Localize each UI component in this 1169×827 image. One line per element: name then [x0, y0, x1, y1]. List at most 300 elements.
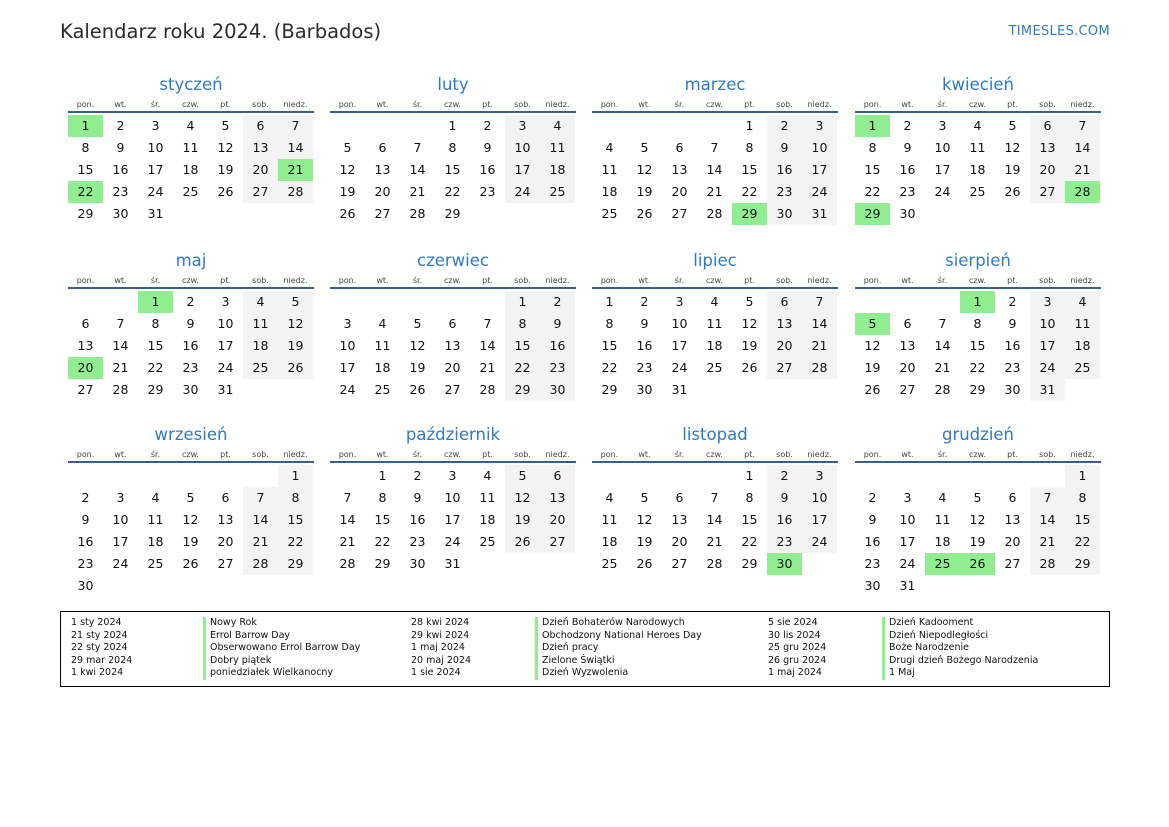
- day-cell: 29: [77, 206, 94, 221]
- weekday-label: czw.: [969, 276, 986, 285]
- day-cell: 3: [116, 490, 125, 505]
- day-cell: 28: [1030, 553, 1065, 575]
- day-cell: 17: [147, 162, 164, 177]
- weekday-label: niedz.: [807, 276, 832, 285]
- empty-cell: [925, 465, 960, 487]
- day-cell: 7: [938, 316, 947, 331]
- day-cell: 8: [1065, 487, 1100, 509]
- day-cell: 27: [1030, 181, 1065, 203]
- day-cell: 1: [448, 118, 457, 133]
- day-cell: 29: [444, 206, 461, 221]
- day-cell: 14: [802, 313, 837, 335]
- day-cell: 10: [1030, 313, 1065, 335]
- day-cell: 19: [505, 509, 540, 531]
- day-cell: 16: [864, 534, 881, 549]
- month-12: [855, 422, 1101, 597]
- day-cell: 15: [864, 162, 881, 177]
- holiday-date: 1 maj 2024: [411, 642, 465, 653]
- day-cell: 28: [802, 357, 837, 379]
- day-cell: 3: [221, 294, 230, 309]
- empty-cell: [662, 115, 697, 137]
- day-cell: 25: [601, 556, 618, 571]
- weekday-label: sob.: [252, 450, 269, 459]
- day-cell: 30: [182, 382, 199, 397]
- day-cell: 12: [339, 162, 356, 177]
- day-cell: 23: [409, 534, 426, 549]
- holiday-day-cell: 30: [767, 553, 802, 575]
- month-name: sierpień: [945, 251, 1011, 270]
- day-cell: 20: [444, 360, 461, 375]
- weekday-label: czw.: [969, 450, 986, 459]
- day-cell: 24: [112, 556, 129, 571]
- day-grid: [592, 291, 838, 401]
- day-cell: 29: [601, 382, 618, 397]
- day-cell: 14: [243, 509, 278, 531]
- day-cell: 10: [217, 316, 234, 331]
- day-cell: 6: [1030, 115, 1065, 137]
- day-cell: 3: [675, 294, 684, 309]
- day-cell: 22: [278, 531, 313, 553]
- holiday-name: 1 Maj: [882, 667, 915, 680]
- day-cell: 12: [409, 338, 426, 353]
- day-cell: 25: [374, 382, 391, 397]
- weekday-label: pon.: [600, 100, 619, 109]
- day-cell: 3: [1030, 291, 1065, 313]
- day-cell: 12: [636, 162, 653, 177]
- day-grid: [68, 115, 314, 225]
- day-cell: 5: [640, 490, 649, 505]
- empty-cell: [592, 465, 627, 487]
- weekday-label: pt.: [220, 276, 231, 285]
- day-cell: 30: [540, 379, 575, 401]
- day-cell: 10: [802, 137, 837, 159]
- weekday-label: niedz.: [807, 100, 832, 109]
- day-cell: 8: [745, 140, 754, 155]
- weekday-label: wt.: [901, 450, 914, 459]
- day-cell: 26: [636, 206, 653, 221]
- month-name: kwiecień: [941, 75, 1015, 94]
- site-link[interactable]: TIMESLES.COM: [1008, 24, 1110, 39]
- day-cell: 2: [1008, 294, 1017, 309]
- weekday-label: sob.: [776, 450, 793, 459]
- holiday-date: 5 sie 2024: [768, 617, 818, 628]
- day-cell: 24: [217, 360, 234, 375]
- day-cell: 13: [1004, 512, 1021, 527]
- day-cell: 23: [77, 556, 94, 571]
- month-name: lipiec: [693, 251, 737, 270]
- day-cell: 23: [112, 184, 129, 199]
- day-cell: 6: [903, 316, 912, 331]
- day-cell: 9: [868, 512, 877, 527]
- day-grid: [592, 465, 838, 575]
- weekday-label: pon.: [600, 276, 619, 285]
- day-cell: 14: [934, 338, 951, 353]
- weekday-label: niedz.: [807, 450, 832, 459]
- day-cell: 24: [1030, 357, 1065, 379]
- day-cell: 13: [374, 162, 391, 177]
- day-cell: 5: [413, 316, 422, 331]
- weekday-label: pon.: [338, 276, 357, 285]
- day-cell: 12: [1004, 140, 1021, 155]
- weekday-label: pon.: [863, 276, 882, 285]
- day-cell: 18: [479, 512, 496, 527]
- day-cell: 17: [112, 534, 129, 549]
- day-cell: 29: [1065, 553, 1100, 575]
- holiday-day-cell: 1: [68, 115, 103, 137]
- weekday-header: [330, 274, 576, 289]
- day-cell: 24: [147, 184, 164, 199]
- day-cell: 21: [1030, 531, 1065, 553]
- weekday-header: [592, 448, 838, 463]
- weekday-header: [68, 98, 314, 113]
- day-cell: 13: [671, 512, 688, 527]
- weekday-header: [330, 98, 576, 113]
- day-cell: 12: [217, 140, 234, 155]
- day-cell: 19: [182, 534, 199, 549]
- day-cell: 22: [147, 360, 164, 375]
- holiday-date: 25 gru 2024: [768, 642, 827, 653]
- day-cell: 10: [339, 338, 356, 353]
- day-grid: [68, 291, 314, 401]
- holiday-name: Dzień Kadooment: [882, 617, 973, 630]
- empty-cell: [662, 465, 697, 487]
- day-cell: 27: [374, 206, 391, 221]
- weekday-header: [855, 274, 1101, 289]
- day-cell: 19: [217, 162, 234, 177]
- day-cell: 21: [243, 531, 278, 553]
- day-cell: 28: [339, 556, 356, 571]
- day-cell: 6: [1008, 490, 1017, 505]
- day-cell: 28: [479, 382, 496, 397]
- empty-cell: [68, 291, 103, 313]
- day-cell: 14: [278, 137, 313, 159]
- empty-cell: [243, 465, 278, 487]
- day-cell: 12: [505, 487, 540, 509]
- day-cell: 22: [741, 534, 758, 549]
- weekday-label: czw.: [182, 100, 199, 109]
- day-cell: 28: [706, 206, 723, 221]
- weekday-label: wt.: [376, 450, 389, 459]
- day-cell: 24: [802, 181, 837, 203]
- holiday-day-cell: 22: [68, 181, 103, 203]
- day-cell: 4: [710, 294, 719, 309]
- day-cell: 19: [741, 338, 758, 353]
- month-4: [855, 72, 1101, 225]
- day-cell: 5: [343, 140, 352, 155]
- day-cell: 18: [182, 162, 199, 177]
- day-cell: 9: [1008, 316, 1017, 331]
- day-cell: 2: [767, 465, 802, 487]
- day-cell: 30: [864, 578, 881, 593]
- day-cell: 23: [767, 531, 802, 553]
- day-cell: 19: [339, 184, 356, 199]
- day-cell: 18: [147, 534, 164, 549]
- empty-cell: [365, 115, 400, 137]
- day-cell: 3: [903, 490, 912, 505]
- day-cell: 10: [899, 512, 916, 527]
- day-cell: 13: [444, 338, 461, 353]
- weekday-label: sob.: [1039, 100, 1056, 109]
- holiday-day-cell: 20: [68, 357, 103, 379]
- weekday-label: sob.: [252, 100, 269, 109]
- weekday-header: [855, 448, 1101, 463]
- holiday-day-cell: 5: [855, 313, 890, 335]
- weekday-label: pon.: [338, 450, 357, 459]
- holiday-name: Obchodzony National Heroes Day: [535, 630, 702, 643]
- day-cell: 18: [601, 184, 618, 199]
- day-cell: 10: [505, 137, 540, 159]
- day-cell: 3: [343, 316, 352, 331]
- holiday-day-cell: 29: [732, 203, 767, 225]
- day-cell: 19: [636, 534, 653, 549]
- weekday-header: [68, 274, 314, 289]
- day-cell: 20: [540, 509, 575, 531]
- day-cell: 7: [343, 490, 352, 505]
- page-title: Kalendarz roku 2024. (Barbados): [60, 20, 382, 43]
- day-cell: 6: [448, 316, 457, 331]
- weekday-label: niedz.: [545, 450, 570, 459]
- day-cell: 4: [973, 118, 982, 133]
- weekday-label: niedz.: [283, 100, 308, 109]
- day-cell: 9: [81, 512, 90, 527]
- day-cell: 2: [540, 291, 575, 313]
- day-cell: 29: [505, 379, 540, 401]
- weekday-label: śr.: [937, 450, 948, 459]
- holiday-day-cell: 1: [960, 291, 995, 313]
- holiday-name: Errol Barrow Day: [203, 630, 290, 643]
- day-cell: 15: [444, 162, 461, 177]
- holiday-name: Dobry piątek: [203, 655, 271, 668]
- day-cell: 27: [77, 382, 94, 397]
- day-cell: 24: [802, 531, 837, 553]
- weekday-label: wt.: [901, 276, 914, 285]
- day-cell: 2: [116, 118, 125, 133]
- weekday-label: niedz.: [545, 100, 570, 109]
- weekday-label: czw.: [444, 450, 461, 459]
- day-cell: 6: [243, 115, 278, 137]
- weekday-label: pt.: [1007, 100, 1018, 109]
- weekday-label: pt.: [482, 100, 493, 109]
- day-cell: 8: [448, 140, 457, 155]
- day-cell: 22: [444, 184, 461, 199]
- day-cell: 22: [969, 360, 986, 375]
- holiday-date: 22 sty 2024: [71, 642, 128, 653]
- day-cell: 3: [448, 468, 457, 483]
- day-cell: 23: [182, 360, 199, 375]
- day-cell: 18: [706, 338, 723, 353]
- day-cell: 21: [802, 335, 837, 357]
- day-cell: 19: [864, 360, 881, 375]
- day-cell: 15: [969, 338, 986, 353]
- day-cell: 12: [182, 512, 199, 527]
- weekday-label: pt.: [744, 100, 755, 109]
- empty-cell: [697, 115, 732, 137]
- weekday-label: pt.: [220, 100, 231, 109]
- holiday-date: 29 kwi 2024: [411, 629, 470, 641]
- day-cell: 18: [243, 335, 278, 357]
- day-cell: 20: [217, 534, 234, 549]
- day-cell: 4: [605, 140, 614, 155]
- day-cell: 8: [505, 313, 540, 335]
- holiday-date: 20 maj 2024: [411, 654, 472, 666]
- day-cell: 5: [221, 118, 230, 133]
- day-cell: 17: [802, 509, 837, 531]
- day-cell: 29: [374, 556, 391, 571]
- holiday-name: Dzień Wyzwolenia: [535, 667, 628, 680]
- day-cell: 7: [1065, 115, 1100, 137]
- day-cell: 22: [374, 534, 391, 549]
- holiday-name: Dzień Niepodległości: [882, 630, 988, 643]
- day-cell: 6: [378, 140, 387, 155]
- weekday-label: śr.: [937, 100, 948, 109]
- day-cell: 21: [706, 534, 723, 549]
- day-cell: 14: [409, 162, 426, 177]
- weekday-label: śr.: [412, 276, 423, 285]
- day-cell: 17: [671, 338, 688, 353]
- day-cell: 26: [217, 184, 234, 199]
- empty-cell: [435, 291, 470, 313]
- day-cell: 20: [374, 184, 391, 199]
- weekday-label: pon.: [600, 450, 619, 459]
- holiday-date: 26 gru 2024: [768, 654, 827, 666]
- day-cell: 17: [505, 159, 540, 181]
- day-cell: 5: [1008, 118, 1017, 133]
- holiday-name: Boże Narodzenie: [882, 642, 969, 655]
- weekday-label: czw.: [444, 276, 461, 285]
- day-cell: 17: [934, 162, 951, 177]
- day-cell: 28: [409, 206, 426, 221]
- empty-cell: [173, 465, 208, 487]
- day-cell: 11: [147, 512, 164, 527]
- day-cell: 18: [934, 534, 951, 549]
- day-cell: 19: [969, 534, 986, 549]
- day-cell: 19: [278, 335, 313, 357]
- day-grid: [68, 465, 314, 597]
- day-cell: 16: [112, 162, 129, 177]
- day-cell: 13: [540, 487, 575, 509]
- day-cell: 27: [444, 382, 461, 397]
- day-cell: 5: [278, 291, 313, 313]
- day-cell: 4: [243, 291, 278, 313]
- day-cell: 31: [147, 206, 164, 221]
- day-cell: 8: [378, 490, 387, 505]
- empty-cell: [103, 291, 138, 313]
- day-cell: 5: [973, 490, 982, 505]
- day-cell: 21: [409, 184, 426, 199]
- day-cell: 8: [973, 316, 982, 331]
- day-cell: 26: [278, 357, 313, 379]
- day-cell: 7: [278, 115, 313, 137]
- day-cell: 18: [601, 534, 618, 549]
- day-cell: 18: [374, 360, 391, 375]
- day-cell: 28: [278, 181, 313, 203]
- day-cell: 1: [1065, 465, 1100, 487]
- day-cell: 8: [278, 487, 313, 509]
- day-cell: 7: [483, 316, 492, 331]
- day-cell: 17: [899, 534, 916, 549]
- day-cell: 7: [710, 490, 719, 505]
- day-cell: 17: [1030, 335, 1065, 357]
- day-cell: 3: [505, 115, 540, 137]
- day-cell: 27: [217, 556, 234, 571]
- weekday-header: [68, 448, 314, 463]
- month-9: [68, 422, 314, 597]
- day-grid: [330, 115, 576, 225]
- day-cell: 2: [186, 294, 195, 309]
- holiday-name: Nowy Rok: [203, 617, 257, 630]
- weekday-label: czw.: [706, 450, 723, 459]
- day-cell: 24: [505, 181, 540, 203]
- day-cell: 1: [378, 468, 387, 483]
- month-name: grudzień: [941, 425, 1015, 444]
- weekday-label: pon.: [76, 100, 95, 109]
- weekday-label: sob.: [514, 276, 531, 285]
- day-cell: 20: [767, 335, 802, 357]
- weekday-label: śr.: [674, 450, 685, 459]
- day-cell: 14: [706, 512, 723, 527]
- day-cell: 17: [444, 512, 461, 527]
- weekday-label: pt.: [482, 450, 493, 459]
- day-cell: 23: [899, 184, 916, 199]
- day-cell: 15: [741, 162, 758, 177]
- day-cell: 1: [745, 468, 754, 483]
- day-cell: 28: [706, 556, 723, 571]
- day-cell: 3: [151, 118, 160, 133]
- day-cell: 25: [147, 556, 164, 571]
- day-cell: 31: [671, 382, 688, 397]
- day-cell: 7: [243, 487, 278, 509]
- month-name: wrzesień: [154, 425, 228, 444]
- empty-cell: [68, 465, 103, 487]
- day-cell: 9: [903, 140, 912, 155]
- day-cell: 22: [601, 360, 618, 375]
- day-cell: 23: [479, 184, 496, 199]
- day-grid: [330, 465, 576, 575]
- day-cell: 15: [278, 509, 313, 531]
- day-cell: 16: [767, 159, 802, 181]
- day-cell: 11: [540, 137, 575, 159]
- day-grid: [855, 115, 1101, 225]
- month-name: czerwiec: [417, 251, 489, 270]
- day-cell: 10: [147, 140, 164, 155]
- day-cell: 10: [671, 316, 688, 331]
- day-cell: 8: [151, 316, 160, 331]
- day-cell: 4: [1065, 291, 1100, 313]
- day-cell: 1: [505, 291, 540, 313]
- day-cell: 23: [540, 357, 575, 379]
- day-cell: 12: [864, 338, 881, 353]
- day-cell: 3: [938, 118, 947, 133]
- day-cell: 4: [605, 490, 614, 505]
- month-2: [330, 72, 576, 225]
- month-name: styczeń: [159, 75, 223, 94]
- empty-cell: [208, 465, 243, 487]
- day-cell: 24: [934, 184, 951, 199]
- weekday-label: śr.: [412, 100, 423, 109]
- weekday-label: niedz.: [283, 450, 308, 459]
- day-cell: 30: [409, 556, 426, 571]
- day-cell: 8: [81, 140, 90, 155]
- weekday-label: wt.: [376, 100, 389, 109]
- weekday-label: wt.: [114, 450, 127, 459]
- holiday-date: 28 kwi 2024: [411, 617, 470, 628]
- day-cell: 1: [278, 465, 313, 487]
- day-cell: 22: [741, 184, 758, 199]
- day-cell: 18: [540, 159, 575, 181]
- empty-cell: [365, 291, 400, 313]
- weekday-label: czw.: [182, 276, 199, 285]
- day-cell: 4: [151, 490, 160, 505]
